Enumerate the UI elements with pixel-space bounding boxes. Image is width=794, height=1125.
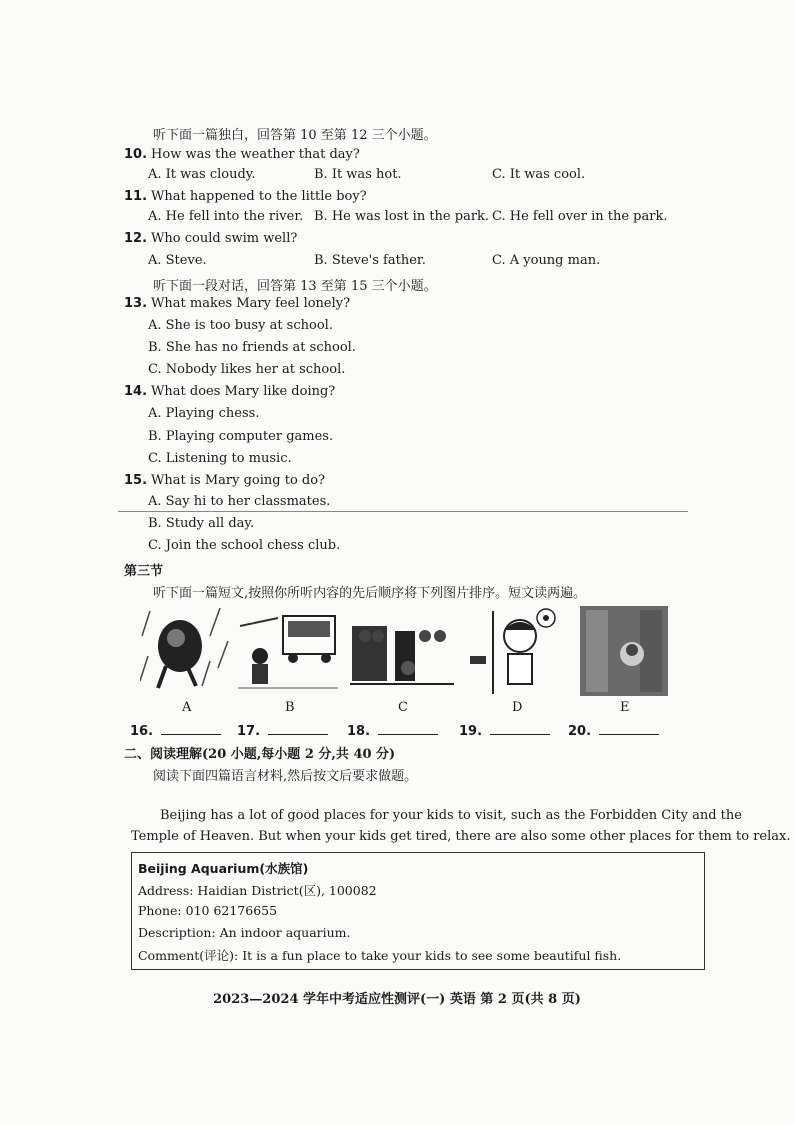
aquarium-address: Address: Haidian District(区), 100082: [138, 883, 377, 898]
fold-line: [118, 511, 688, 512]
passage-intro-line-2: Temple of Heaven. But when your kids get tired, there are also some other places for them to relax.: [131, 829, 791, 844]
q12-option-b: B. Steve's father.: [314, 253, 426, 268]
aquarium-description: Description: An indoor aquarium.: [138, 925, 351, 940]
passage-intro-line-1: Beijing has a lot of good places for your kids to visit, such as the Forbidden City and the: [160, 808, 742, 823]
picture-label-c: C: [398, 700, 408, 715]
q11-option-c: C. He fell over in the park.: [492, 209, 668, 224]
answer-blank-20: 20.: [568, 722, 659, 739]
picture-c-crowd: [350, 606, 454, 696]
q14-option-a: A. Playing chess.: [148, 406, 260, 421]
section-3-title: 第三节: [124, 564, 164, 579]
q10-option-b: B. It was hot.: [314, 167, 402, 182]
picture-b-bus: [238, 606, 338, 696]
instruction-13-15: 听下面一段对话，回答第 13 至第 15 三个小题。: [153, 279, 437, 294]
q14-option-b: B. Playing computer games.: [148, 429, 334, 444]
q12-option-a: A. Steve.: [148, 253, 207, 268]
q13-option-b: B. She has no friends at school.: [148, 340, 356, 355]
aquarium-info-box: [131, 852, 705, 970]
picture-d-boy-thinking: [468, 606, 568, 696]
q11-option-b: B. He was lost in the park.: [314, 209, 490, 224]
picture-e-photo: [580, 606, 668, 696]
q15-option-b: B. Study all day.: [148, 516, 255, 531]
question-12: 12. Who could swim well?: [124, 231, 298, 246]
q14-option-c: C. Listening to music.: [148, 451, 292, 466]
picture-label-d: D: [512, 700, 523, 715]
aquarium-title: Beijing Aquarium(水族馆): [138, 861, 309, 876]
answer-blank-16: 16.: [130, 722, 221, 739]
q10-option-c: C. It was cool.: [492, 167, 586, 182]
answer-blank-19: 19.: [459, 722, 550, 739]
page-footer: 2023—2024 学年中考适应性测评(一) 英语 第 2 页(共 8 页): [213, 992, 581, 1007]
reading-instruction: 阅读下面四篇语言材料,然后按文后要求做题。: [153, 769, 418, 784]
q15-option-c: C. Join the school chess club.: [148, 538, 341, 553]
instruction-10-12: 听下面一篇独白，回答第 10 至第 12 三个小题。: [153, 128, 437, 143]
reading-section-title: 二、阅读理解(20 小题,每小题 2 分,共 40 分): [124, 747, 396, 762]
aquarium-comment: Comment(评论): It is a fun place to take your kids to see some beautiful fish.: [138, 948, 622, 963]
q12-option-c: C. A young man.: [492, 253, 601, 268]
answer-blank-17: 17.: [237, 722, 328, 739]
picture-label-a: A: [182, 700, 192, 715]
answer-blank-18: 18.: [347, 722, 438, 739]
question-11: 11. What happened to the little boy?: [124, 189, 367, 204]
picture-a-rainy-girl: [140, 606, 232, 696]
q15-option-a: A. Say hi to her classmates.: [148, 494, 331, 509]
question-14: 14. What does Mary like doing?: [124, 384, 336, 399]
question-15: 15. What is Mary going to do?: [124, 473, 326, 488]
q13-option-a: A. She is too busy at school.: [148, 318, 333, 333]
picture-label-e: E: [620, 700, 630, 715]
picture-label-b: B: [285, 700, 295, 715]
section-3-instruction: 听下面一篇短文,按照你所听内容的先后顺序将下列图片排序。短文读两遍。: [153, 586, 587, 601]
q13-option-c: C. Nobody likes her at school.: [148, 362, 346, 377]
q10-option-a: A. It was cloudy.: [148, 167, 256, 182]
question-10: 10. How was the weather that day?: [124, 147, 360, 162]
aquarium-phone: Phone: 010 62176655: [138, 903, 278, 918]
question-13: 13. What makes Mary feel lonely?: [124, 296, 351, 311]
q11-option-a: A. He fell into the river.: [148, 209, 304, 224]
